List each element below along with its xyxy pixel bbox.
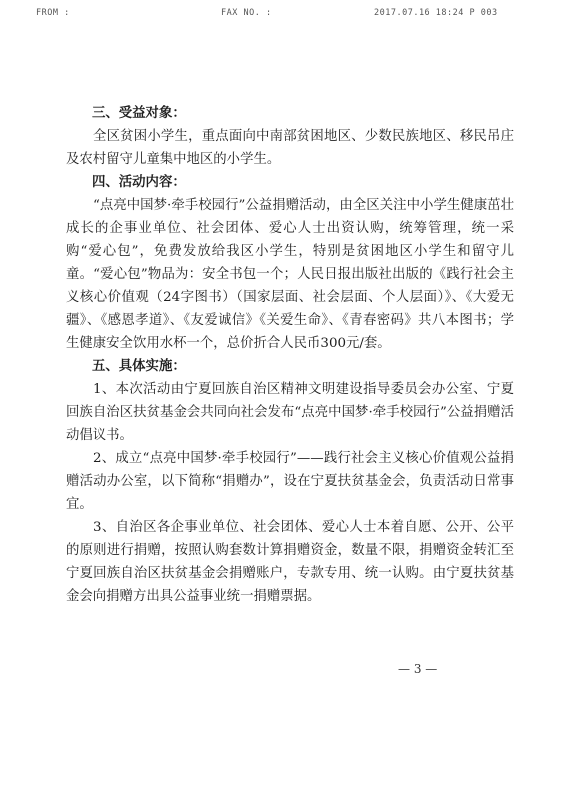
page-number: — 3 — <box>398 662 438 676</box>
implementation-item-3: 3、自治区各企事业单位、社会团体、爱心人士本着自愿、公开、公平的原则进行捐赠，按照认购套数计算捐赠资金，数量不限，捐赠资金转汇至宁夏回族自治区扶贫基金会捐赠账户，专款专用、统一认购。由宁夏扶贫基金会向捐赠方出具公益事业统一捐赠票据。 <box>66 520 514 604</box>
section-heading-implementation: 五、具体实施： <box>92 358 186 374</box>
fax-header <box>0 8 564 22</box>
implementation-item-1: 1、本次活动由宁夏回族自治区精神文明建设指导委员会办公室、宁夏回族自治区扶贫基金会共同向社会发布“点亮中国梦·牵手校园行”公益捐赠活动倡议书。 <box>66 382 514 443</box>
document-body <box>66 102 514 608</box>
fax-from: FROM : <box>36 8 70 18</box>
section-text-content: “点亮中国梦·牵手校园行”公益捐赠活动，由全区关注中小学生健康茁壮成长的企事业单位、社会团体、爱心人士出资认购，统筹管理，统一采购“爱心包”，免费发放给我区小学生，特别是贫困地区小学生和留守儿童。“爱心包”物品为：安全书包一个；人民日报出版社出版的《践行社会主义核心价值观（24字图书）（国家层面、社会层面、个人层面）》、《大爱无疆》、《感恩孝道》、《友爱诚信》《关爱生命》、《青春密码》共八本图书；学生健康安全饮用水杯一个，总价折合人民币300元/套。 <box>66 198 514 351</box>
fax-number: FAX NO. : <box>221 8 272 18</box>
section-heading-content: 四、活动内容： <box>92 174 186 190</box>
implementation-item-2: 2、成立“点亮中国梦·牵手校园行”——践行社会主义核心价值观公益捐赠活动办公室，以下简称“捐赠办”，设在宁夏扶贫基金会，负责活动日常事宜。 <box>66 451 514 512</box>
fax-timestamp: 2017.07.16 18:24 P 003 <box>374 8 498 18</box>
section-heading-beneficiaries: 三、受益对象： <box>92 105 186 121</box>
section-text-beneficiaries: 全区贫困小学生，重点面向中南部贫困地区、少数民族地区、移民吊庄及农村留守儿童集中地区的小学生。 <box>66 129 514 167</box>
